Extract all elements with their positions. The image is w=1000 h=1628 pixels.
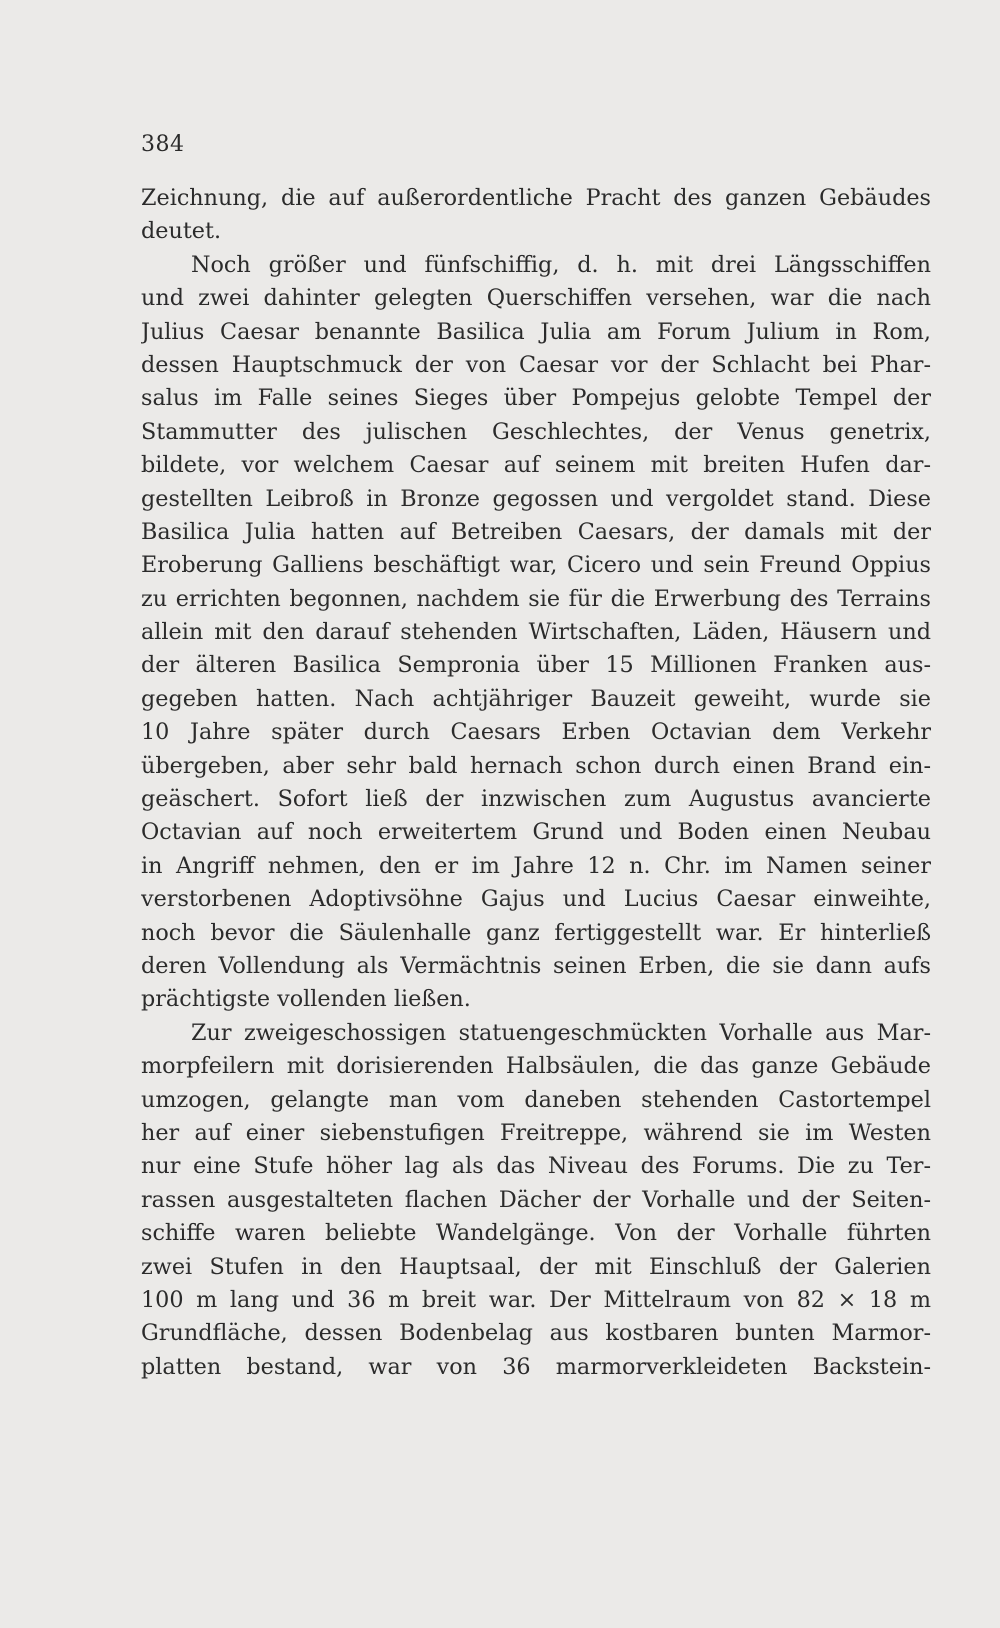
text-line: verstorbenen Adoptivsöhne Gajus und Lucius Caesar einweihte, <box>141 886 931 913</box>
text-line: allein mit den darauf stehenden Wirtschaften, Läden, Häusern und <box>141 619 931 646</box>
text-line: bildete, vor welchem Caesar auf seinem mit breiten Hufen dar- <box>141 452 931 479</box>
text-line: der älteren Basilica Sempronia über 15 Millionen Franken aus- <box>141 652 931 679</box>
text-line: rassen ausgestalteten flachen Dächer der Vorhalle und der Seiten- <box>141 1186 931 1213</box>
text-line: gegeben hatten. Nach achtjähriger Bauzeit geweiht, wurde sie <box>141 685 931 712</box>
text-line: prächtigste vollenden ließen. <box>141 986 471 1013</box>
text-line: Basilica Julia hatten auf Betreiben Caesars, der damals mit der <box>141 518 931 545</box>
text-line: deutet. <box>141 218 222 245</box>
text-line: gestellten Leibroß in Bronze gegossen und vergoldet stand. Diese <box>141 485 931 512</box>
text-line: deren Vollendung als Vermächtnis seinen Erben, die sie dann aufs <box>141 952 931 979</box>
text-line: 10 Jahre später durch Caesars Erben Octavian dem Verkehr <box>141 719 931 746</box>
body-text <box>141 182 931 1384</box>
text-line: 100 m lang und 36 m breit war. Der Mittelraum von 82 × 18 m <box>141 1286 931 1313</box>
text-line: dessen Hauptschmuck der von Caesar vor der Schlacht bei Phar- <box>141 351 931 378</box>
text-line: Eroberung Galliens beschäftigt war, Cicero und sein Freund Oppius <box>141 552 931 579</box>
text-line: übergeben, aber sehr bald hernach schon durch einen Brand ein- <box>141 752 931 779</box>
paragraph-start-line: Noch größer und fünfschiffig, d. h. mit drei Längsschiffen <box>191 251 931 278</box>
text-line: nur eine Stufe höher lag als das Niveau des Forums. Die zu Ter- <box>141 1153 931 1180</box>
text-line: Zeichnung, die auf außerordentliche Pracht des ganzen Gebäudes <box>141 185 931 211</box>
text-line: und zwei dahinter gelegten Querschiffen versehen, war die nach <box>141 285 931 312</box>
text-line: umzogen, gelangte man vom daneben stehenden Castortempel <box>141 1086 931 1113</box>
text-line: noch bevor die Säulenhalle ganz fertiggestellt war. Er hinterließ <box>141 919 931 946</box>
text-line: Stammutter des julischen Geschlechtes, der Venus genetrix, <box>141 418 931 445</box>
page-number: 384 <box>141 132 185 157</box>
text-line: salus im Falle seines Sieges über Pompejus gelobte Tempel der <box>141 385 931 412</box>
text-line: Julius Caesar benannte Basilica Julia am Forum Julium in Rom, <box>141 318 931 345</box>
paragraph-start-line: Zur zweigeschossigen statuengeschmückten Vorhalle aus Mar- <box>191 1019 931 1046</box>
text-line: in Angriff nehmen, den er im Jahre 12 n. Chr. im Namen seiner <box>141 852 931 879</box>
text-line: zu errichten begonnen, nachdem sie für die Erwerbung des Terrains <box>141 585 931 612</box>
text-line: her auf einer siebenstufigen Freitreppe, während sie im Westen <box>141 1119 931 1146</box>
text-line: geäschert. Sofort ließ der inzwischen zum Augustus avancierte <box>141 786 931 813</box>
text-line: Octavian auf noch erweitertem Grund und Boden einen Neubau <box>141 819 931 846</box>
text-line: schiffe waren beliebte Wandelgänge. Von der Vorhalle führten <box>141 1220 931 1247</box>
text-line: Grundfläche, dessen Bodenbelag aus kostbaren bunten Marmor- <box>141 1320 931 1347</box>
text-line: platten bestand, war von 36 marmorverkleideten Backstein- <box>141 1353 931 1380</box>
text-line: morpfeilern mit dorisierenden Halbsäulen, die das ganze Gebäude <box>141 1053 931 1080</box>
text-line: zwei Stufen in den Hauptsaal, der mit Einschluß der Galerien <box>141 1253 931 1280</box>
